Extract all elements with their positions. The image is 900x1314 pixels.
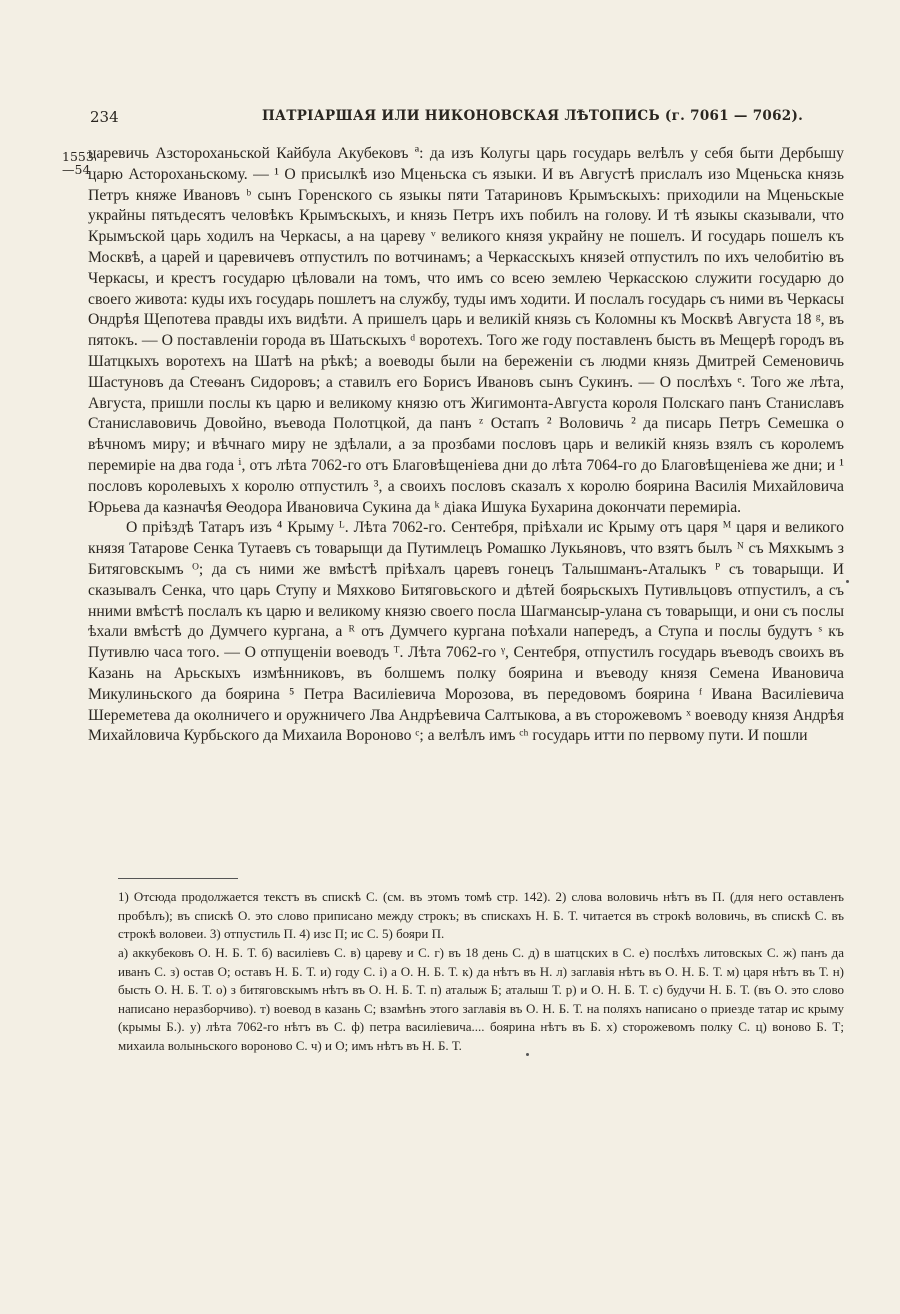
footnote-block-numbered: 1) Отсюда продолжается текстъ въ спискѣ С. (см. въ этомъ томѣ стр. 142). 2) слова воловичь нѣтъ въ П. (для него оставленъ пробѣлъ); въ спискѣ О. это слово приписано между строкъ; въ спискахъ Н. Б. Т. читается въ строкѣ воловичь, въ спискѣ С. въ строкѣ воловеи. 3) отпустиль П. 4) изс П; ис С. 5) бояри П. xyxy=(118,889,844,942)
margin-year-range: —54 xyxy=(62,162,91,177)
footnote-block-lettered: а) аккубековъ О. Н. Б. Т. б) василіевъ С. в) цареву и С. г) въ 18 день С. д) в шатцских в С. е) послѣхъ литовскых С. ж) панъ да иванъ С. з) остав О; оставъ Н. Б. Т. и) году С. і) а О. Н. Б. Т. к) да нѣтъ въ Н. л) заглавія нѣтъ въ О. Н. Б. Т. м) царя нѣтъ въ Т. н) бысть О. Н. Б. Т. о) з битяговскымъ нѣтъ въ О. Н. Б. Т. п) аталыж Б; аталыш Т. р) и О. Н. Б. Т. с) будучи Н. Б. Т. (въ О. это слово написано неразборчиво). т) воевод в казань С; взамѣнъ этого заглавія въ О. Н. Б. Т. на поляхъ написано о приезде татар ис крыму (крымы Б.). у) лѣта 7062-го нѣтъ въ С. ф) петра василіевича.... боярина нѣтъ въ Б. х) сторожевомъ полку С. ц) воново Б. Т; михаила волыньского вороново С. ч) и О; имъ нѣтъ въ Н. Б. Т. xyxy=(118,945,844,1053)
page-number: 234 xyxy=(90,108,119,126)
print-speck xyxy=(846,580,849,583)
chronicle-text xyxy=(88,144,844,747)
margin-year: 1553 xyxy=(62,149,94,164)
footnotes-numbered xyxy=(118,888,844,944)
paragraph-2: О пріѣздѣ Татаръ изъ ⁴ Крыму ᴸ. Лѣта 7062-го. Сентебря, пріѣхали ис Крыму отъ царя ᴹ царя и великого князя Татарове Сенка Тутаевъ съ товарыщи да Путимлецъ Ромашко Лукьяновъ, что взятъ былъ ᴺ съ Мяхкымъ з Битяговскымъ ᴼ; да съ ними же вмѣстѣ пріѣхалъ царевъ гонецъ Талышманъ-Аталыкъ ᴾ съ товарыщи. И сказывалъ Сенка, что царь Ступу и Мяхково Битяговьского и дѣтей боярьскыхъ Путивльцовъ отпустилъ, а съ нними вмѣстѣ послалъ къ царю и великому князю своего посла Шагмансыр-улана съ товарыщи, и они съ послы ѣхали вмѣстѣ до Думчего кургана, а ᴿ отъ Думчего кургана поѣхали напередъ, а Ступа и послы будутъ ˢ къ Путивлю часа того. — О отпущеніи воеводъ ᵀ. Лѣта 7062-го ᵞ, Сентебря, отпустилъ государь въеводъ своихъ въ Казань на Арьскыхъ измѣнниковъ, въ болшемъ полку боярина и въеводу князя Семена Ивановича Микулиньского да боярина ⁵ Петра Василіевича Морозова, въ передовомъ боярина ᶠ Ивана Василіевича Шереметева да околничего и оружничего Лва Андрѣевича Салтыкова, а въ сторожевомъ ˣ воеводу князя Андрѣя Михайловича Курбьского да Михаила Вороново ᶜ; а велѣлъ имъ ᶜʰ государь итти по первому пути. И пошли xyxy=(88,519,844,745)
footnotes-lettered xyxy=(118,944,844,1056)
running-title: ПАТРІАРШАЯ ИЛИ НИКОНОВСКАЯ ЛѢТОПИСЬ (г. 7061 — 7062). xyxy=(262,108,804,124)
footnote-rule xyxy=(118,878,238,879)
paragraph-1: царевичь Азстороханьской Кайбула Акубековъ ª: да изъ Колугы царь государь велѣлъ у себя быти Дербышу царю Астороханьскому. — ¹ О присылкѣ изо Мценьска съ языки. И въ Августѣ прислалъ изо Мценьска князь Петръ княже Ивановъ ᵇ сынъ Горенского сь языкы пяти Татариновъ Крымъскыхъ: приходили на Мценьскые украйны пятьдесятъ человѣкъ Крымъскыхъ, и князь Петръ ихъ побилъ на голову. И тѣ языкы сказывали, что Крымъской царь ходилъ на Черкасы, а на цареву ᵛ великого князя украйну не пошелъ. И государь пошелъ къ Москвѣ, а царей и царевичевъ отпустилъ по вотчинамъ; а Черкасскыхъ князей отпустилъ по ихъ челобитію въ Черкасы, и крестъ государю цѣловали на томъ, что имъ со всею землею Черкасскою служити государю до своего живота: куды ихъ государь пошлетъ на службу, туды имъ ходити. И послалъ государь съ ними въ Черкасы Ондрѣя Щепотева правды ихъ видѣти. А пришелъ царь и великій князь съ Коломны къ Москвѣ Августа 18 ᵍ, въ пятокъ. — О поставленіи города въ Шатьскыхъ ᵈ воротехъ. Того же году поставленъ бысть въ Мещерѣ городъ въ Шатцкыхъ воротехъ на Шатѣ на рѣкѣ; а воеводы были на береженіи съ людми князь Дмитрей Семеновичь Шастуновъ да Стеѳанъ Сидоровъ; а ставилъ его Борисъ Ивановъ сынъ Сукинъ. — О послѣхъ ᵉ. Того же лѣта, Августа, пришли послы къ царю и великому князю отъ Жигимонта-Августа короля Полскаго панъ Станиславъ Станиславовичь Довойно, въевода Полотцкой, да панъ ᶻ Остапъ ² Воловичь ² да писарь Петръ Семешка о вѣчномъ миру; и вѣчнаго миру не здѣлали, а за прозбами пословъ царь и великій князь взялъ съ королемъ перемиріе на два года ⁱ, отъ лѣта 7062-го отъ Благовѣщеніева дни до лѣта 7064-го до Благовѣщеніева же дни; и ¹ пословъ королевыхъ х королю отпустилъ ³, а своихъ пословъ сказалъ х королю боярина Василія Михайловича Юрьева да казначѣя Ѳеодора Ивановича Сукина да ᵏ діака Ишука Бухарина докончати перемиріа. xyxy=(88,145,844,516)
print-speck xyxy=(526,1053,529,1056)
